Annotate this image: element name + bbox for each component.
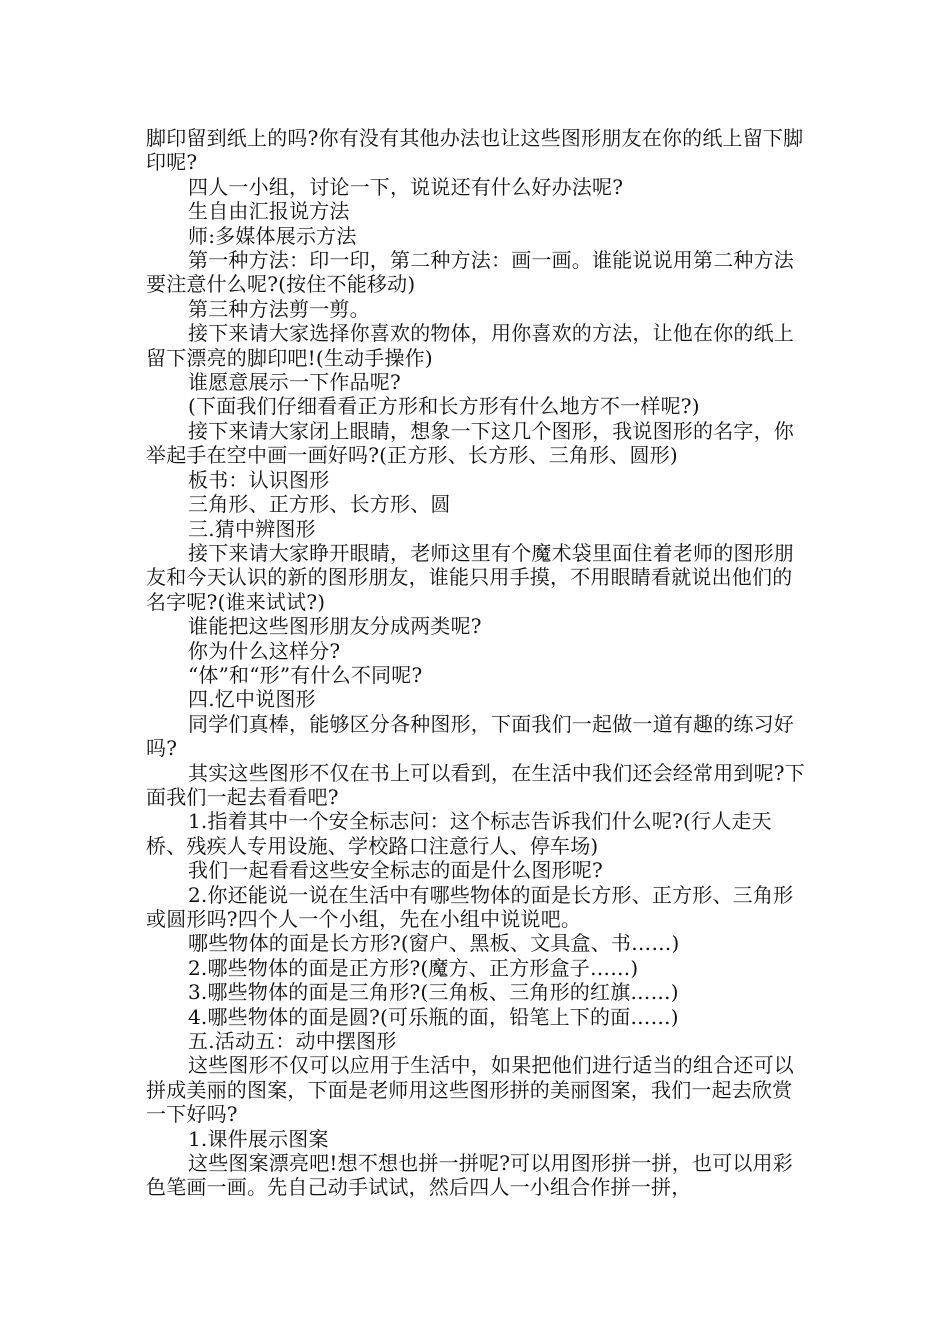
- paragraph: 其实这些图形不仅在书上可以看到，在生活中我们还会经常用到呢?下面我们一起去看看吧?: [146, 760, 805, 809]
- paragraph: 接下来请大家闭上眼睛，想象一下这几个图形，我说图形的名字，你举起手在空中画一画好吗?(正方形、长方形、三角形、圆形): [146, 418, 794, 468]
- paragraph: 2.哪些物体的面是正方形?(魔方、正方形盒子……): [188, 955, 639, 980]
- paragraph: 五.活动五：动中摆图形: [188, 1029, 397, 1054]
- paragraph: 我们一起看看这些安全标志的面是什么图形呢?: [188, 858, 603, 883]
- paragraph: 同学们真棒，能够区分各种图形，下面我们一起做一道有趣的练习好吗?: [146, 711, 794, 761]
- paragraph: 哪些物体的面是长方形?(窗户、黑板、文具盒、书……): [188, 931, 680, 956]
- paragraph: 四.忆中说图形: [188, 687, 316, 712]
- paragraph: 三角形、正方形、长方形、圆: [188, 492, 451, 517]
- paragraph: 第一种方法：印一印，第二种方法：画一画。谁能说说用第二种方法要注意什么呢?(按住不能移动): [146, 248, 794, 297]
- paragraph: 师:多媒体展示方法: [188, 223, 357, 248]
- paragraph: 生自由汇报说方法: [188, 199, 350, 224]
- paragraph: 这些图案漂亮吧!想不想也拼一拼呢?可以用图形拼一拼，也可以用彩色笔画一画。先自己动手试试，然后四人一小组合作拼一拼，: [146, 1151, 793, 1200]
- paragraph: (下面我们仔细看看正方形和长方形有什么地方不一样呢?): [188, 394, 700, 419]
- paragraph: 1.课件展示图案: [188, 1126, 329, 1151]
- document-body: [146, 126, 806, 1200]
- paragraph: 第三种方法剪一剪。: [188, 296, 370, 321]
- paragraph: “体”和“形”有什么不同呢?: [188, 662, 423, 687]
- paragraph: 四人一小组，讨论一下，说说还有什么好办法呢?: [188, 174, 624, 199]
- paragraph: 2.你还能说一说在生活中有哪些物体的面是长方形、正方形、三角形或圆形吗?四个人一个小组，先在小组中说说吧。: [146, 882, 794, 931]
- paragraph: 你为什么这样分?: [188, 638, 341, 663]
- paragraph: 谁能把这些图形朋友分成两类呢?: [188, 614, 482, 639]
- paragraph: 接下来请大家选择你喜欢的物体，用你喜欢的方法，让他在你的纸上留下漂亮的脚印吧!(生动手操作): [146, 321, 794, 370]
- paragraph: 脚印留到纸上的吗?你有没有其他办法也让这些图形朋友在你的纸上留下脚印呢?: [146, 126, 804, 175]
- paragraph: 板书：认识图形: [188, 467, 330, 492]
- paragraph: 谁愿意展示一下作品呢?: [188, 370, 401, 395]
- paragraph: 4.哪些物体的面是圆?(可乐瓶的面，铅笔上下的面……): [188, 1004, 679, 1029]
- paragraph: 1.指着其中一个安全标志问：这个标志告诉我们什么呢?(行人走天桥、残疾人专用设施、学校路口注意行人、停车场): [146, 809, 772, 858]
- paragraph: 三.猜中辨图形: [188, 516, 316, 541]
- paragraph: 3.哪些物体的面是三角形?(三角板、三角形的红旗……): [188, 980, 679, 1005]
- paragraph: 接下来请大家睁开眼睛，老师这里有个魔术袋里面住着老师的图形朋友和今天认识的新的图形朋友，谁能只用手摸，不用眼睛看就说出他们的名字呢?(谁来试试?): [146, 540, 794, 614]
- paragraph: 这些图形不仅可以应用于生活中，如果把他们进行适当的组合还可以拼成美丽的图案，下面是老师用这些图形拼的美丽图案，我们一起去欣赏一下好吗?: [146, 1053, 794, 1127]
